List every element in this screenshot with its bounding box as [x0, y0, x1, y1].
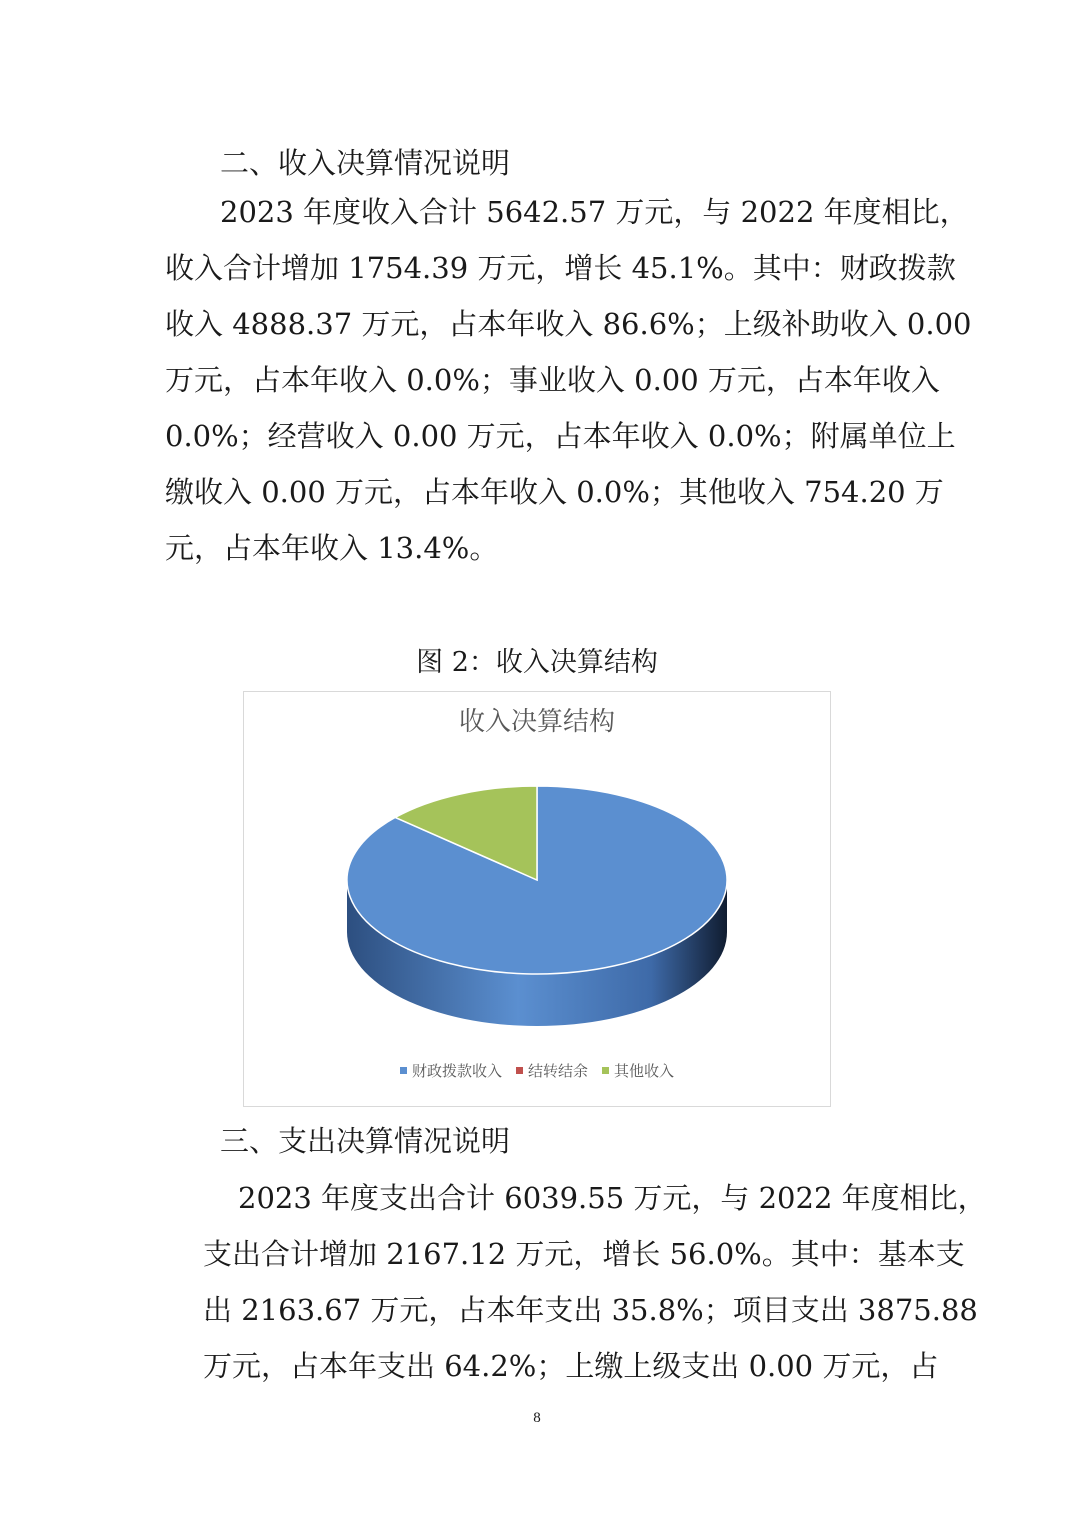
legend-item — [400, 1060, 502, 1081]
paragraph-line: 万元，占本年收入 0.0%；事业收入 0.00 万元，占本年收入 — [165, 363, 940, 397]
paragraph-line: 万元，占本年支出 64.2%；上缴上级支出 0.00 万元，占 — [203, 1349, 939, 1383]
legend-item — [516, 1060, 588, 1081]
paragraph-line: 收入 4888.37 万元，占本年收入 86.6%；上级补助收入 0.00 — [165, 307, 972, 341]
section2-heading: 二、收入决算情况说明 — [220, 146, 511, 180]
legend-label: 结转结余 — [527, 1062, 588, 1080]
section3-heading: 三、支出决算情况说明 — [220, 1124, 511, 1158]
income-structure-chart — [243, 691, 831, 1107]
legend-swatch — [400, 1067, 407, 1074]
paragraph-line: 2023 年度收入合计 5642.57 万元，与 2022 年度相比， — [220, 195, 969, 229]
legend-item — [602, 1060, 674, 1081]
legend-label: 其他收入 — [614, 1062, 675, 1080]
legend-swatch — [516, 1067, 523, 1074]
pie-chart-svg — [244, 692, 830, 1106]
paragraph-line: 出 2163.67 万元，占本年支出 35.8%；项目支出 3875.88 — [203, 1293, 978, 1327]
chart-legend — [244, 1060, 830, 1081]
figure-caption: 图 2：收入决算结构 — [416, 647, 658, 678]
paragraph-line: 缴收入 0.00 万元，占本年收入 0.0%；其他收入 754.20 万 — [165, 475, 944, 509]
paragraph-line: 支出合计增加 2167.12 万元，增长 56.0%。其中：基本支 — [203, 1237, 965, 1271]
paragraph-line: 收入合计增加 1754.39 万元，增长 45.1%。其中：财政拨款 — [165, 251, 956, 285]
legend-label: 财政拨款收入 — [411, 1062, 502, 1080]
paragraph-line: 元，占本年收入 13.4%。 — [165, 531, 499, 565]
paragraph-line: 2023 年度支出合计 6039.55 万元，与 2022 年度相比， — [238, 1181, 987, 1215]
chart-title: 收入决算结构 — [458, 707, 615, 737]
page-number: 8 — [533, 1410, 541, 1426]
paragraph-line: 0.0%；经营收入 0.00 万元，占本年收入 0.0%；附属单位上 — [165, 419, 956, 453]
legend-swatch — [602, 1067, 609, 1074]
